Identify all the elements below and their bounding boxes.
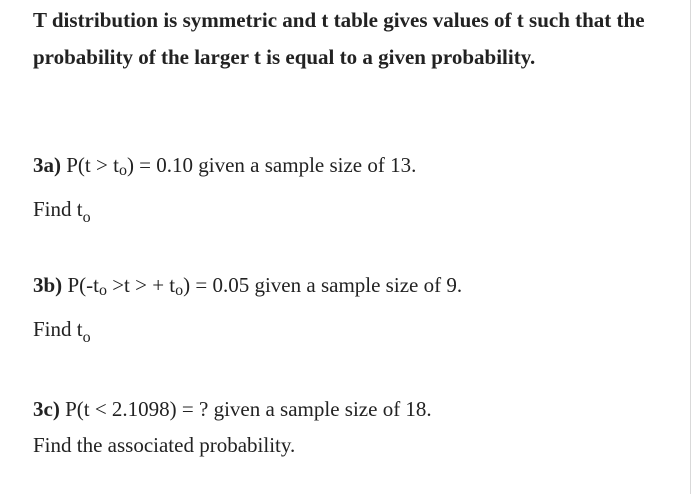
page-right-border (690, 0, 691, 494)
question-3c-label: 3c) (33, 397, 60, 421)
question-3b-subscript-1: o (98, 282, 107, 299)
question-3b (33, 272, 462, 301)
find-3a-subscript: o (82, 209, 91, 226)
question-3c (33, 396, 432, 422)
find-3b (33, 316, 91, 345)
question-3a-label: 3a) (33, 153, 61, 177)
question-3b-subscript-2: o (175, 282, 184, 299)
find-3b-text: Find t (33, 317, 83, 341)
find-3a-text: Find t (33, 197, 83, 221)
question-3b-middle: >t > + t (106, 273, 176, 297)
question-3b-open: P(-t (62, 273, 99, 297)
question-3b-rest: ) = 0.05 given a sample size of 9. (183, 273, 463, 297)
question-3a-subscript: o (118, 162, 127, 179)
find-3c: Find the associated probability. (33, 433, 296, 457)
question-3a-open: P(t > t (61, 153, 119, 177)
question-3a (33, 152, 416, 181)
find-3a (33, 196, 91, 225)
find-3b-subscript: o (82, 329, 91, 346)
question-3c-text: P(t < 2.1098) = ? given a sample size of 18. (59, 397, 432, 421)
question-3b-label: 3b) (33, 273, 63, 297)
question-3a-rest: ) = 0.10 given a sample size of 13. (126, 153, 417, 177)
intro-paragraph: T distribution is symmetric and t table gives values of t such that the probability of the larger t is equal to a given probability. (33, 8, 645, 69)
